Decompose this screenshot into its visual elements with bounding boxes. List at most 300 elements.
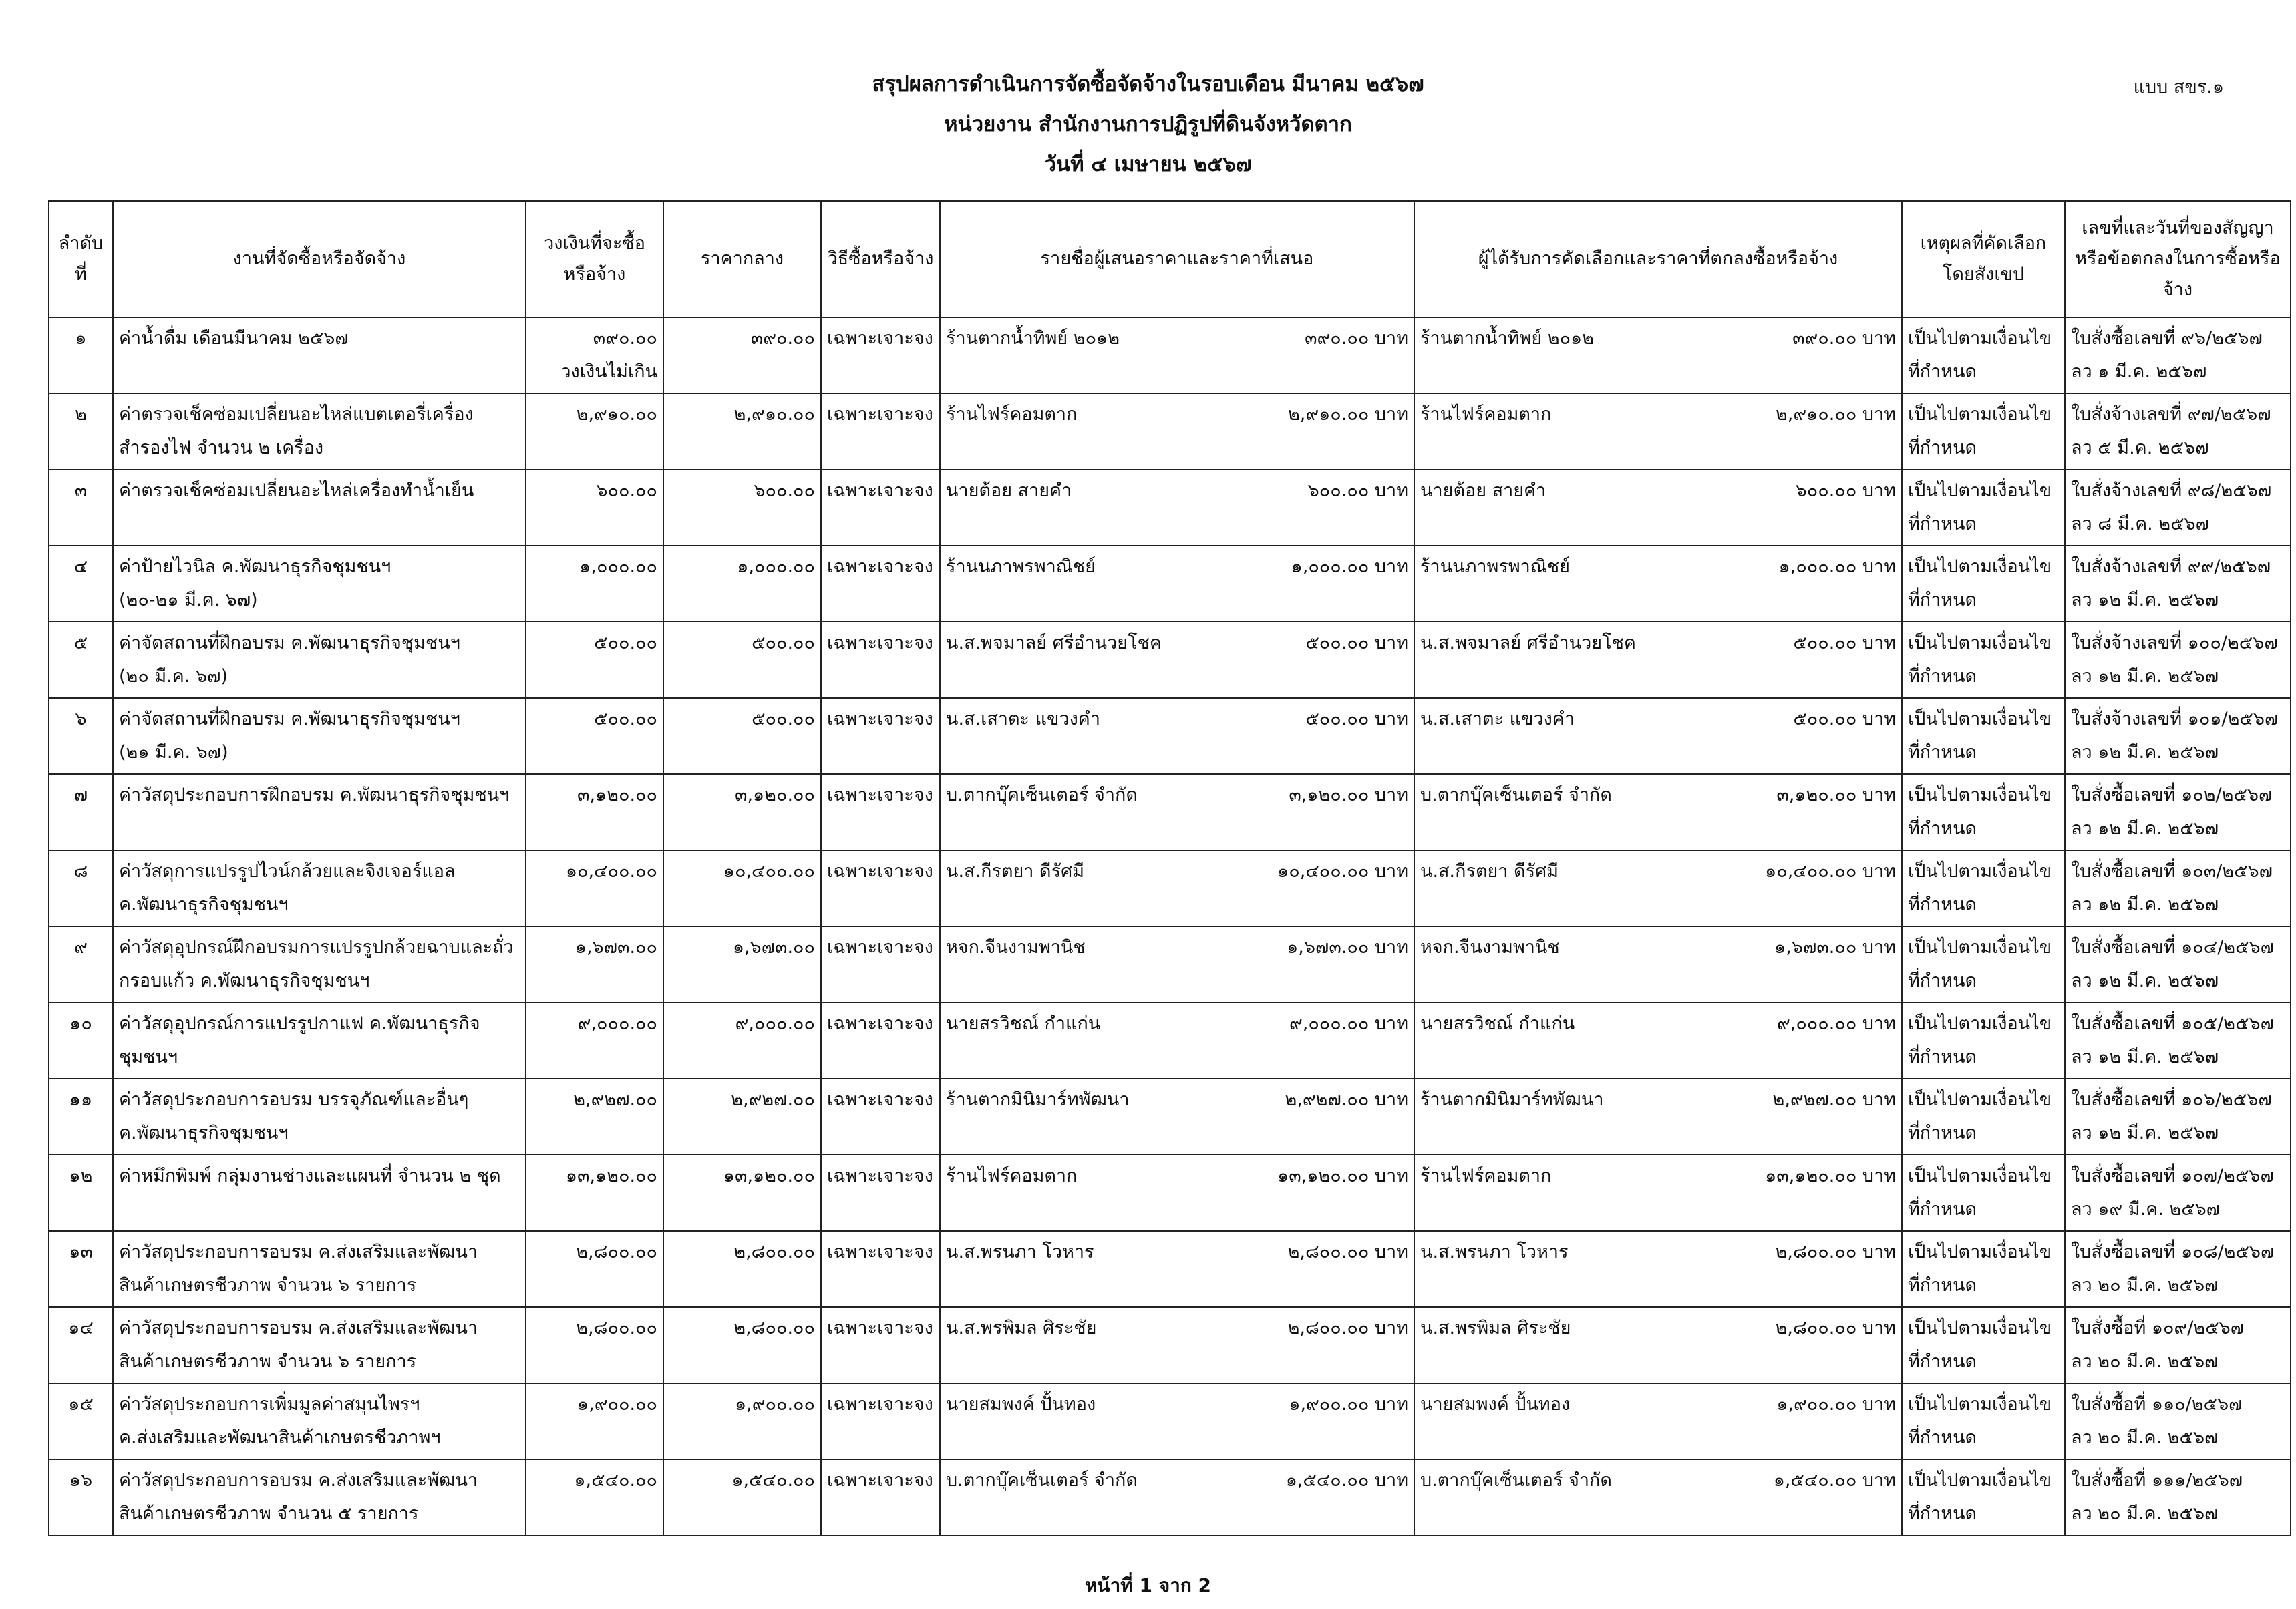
row-number: ๕ [73, 633, 88, 653]
reason-line-1: เป็นไปตามเงื่อนไข [1908, 709, 2052, 729]
cell-bidder [940, 1231, 1414, 1307]
reason-line-1: เป็นไปตามเงื่อนไข [1908, 1394, 2052, 1415]
contract-date: ลว ๘ มี.ค. ๒๕๖๗ [2071, 514, 2209, 534]
reason-line-1: เป็นไปตามเงื่อนไข [1908, 1166, 2052, 1186]
item-line-1: ค่าวัสดุประกอบการเพิ่มมูลค่าสมุนไพรฯ [119, 1394, 420, 1415]
cell-reason [1902, 926, 2065, 1003]
winner-amount: ๓,๑๒๐.๐๐ บาท [1776, 785, 1896, 806]
cell-reason [1902, 1231, 2065, 1307]
bidder-amount: ๑,๖๗๓.๐๐ บาท [1287, 937, 1408, 958]
cell-reason [1902, 1383, 2065, 1459]
bidder-name: น.ส.พรพิมล ศิระชัย [946, 1318, 1097, 1338]
cell-median [663, 317, 821, 393]
cell-no [49, 1155, 113, 1231]
cell-winner [1414, 1383, 1902, 1459]
winner-name: หจก.จีนงามพานิช [1420, 937, 1560, 958]
bidder-amount: ๒,๘๐๐.๐๐ บาท [1287, 1242, 1408, 1262]
cell-budget [526, 850, 663, 926]
table-row [49, 1307, 2291, 1383]
reason-line-2: ที่กำหนด [1908, 437, 1977, 458]
reason-line-1: เป็นไปตามเงื่อนไข [1908, 633, 2052, 653]
cell-winner [1414, 1079, 1902, 1155]
table-header-row [49, 201, 2291, 317]
row-number: ๑๓ [69, 1242, 93, 1262]
contract-date: ลว ๑๒ มี.ค. ๒๕๖๗ [2071, 590, 2219, 610]
method-value: เฉพาะเจาะจง [827, 1318, 933, 1338]
cell-item [113, 1383, 526, 1459]
reason-line-1: เป็นไปตามเงื่อนไข [1908, 1242, 2052, 1262]
table-row [49, 546, 2291, 622]
table-row [49, 698, 2291, 774]
winner-name: นายสมพงค์ ปั้นทอง [1420, 1394, 1571, 1415]
cell-reason [1902, 850, 2065, 926]
cell-no [49, 622, 113, 698]
cell-item [113, 1155, 526, 1231]
cell-median [663, 1079, 821, 1155]
cell-budget [526, 470, 663, 546]
cell-median [663, 393, 821, 470]
cell-bidder [940, 317, 1414, 393]
contract-date: ลว ๑๒ มี.ค. ๒๕๖๗ [2071, 1123, 2219, 1143]
winner-amount: ๑,๐๐๐.๐๐ บาท [1778, 556, 1896, 577]
median-value: ๖๐๐.๐๐ [754, 480, 815, 501]
bidder-name: บ.ตากบุ๊คเซ็นเตอร์ จำกัด [946, 1470, 1138, 1491]
header-reason: เหตุผลที่คัดเลือกโดยสังเขป [1902, 201, 2065, 317]
cell-median [663, 774, 821, 850]
cell-budget [526, 926, 663, 1003]
winner-name: น.ส.พรพิมล ศิระชัย [1420, 1318, 1571, 1338]
row-number: ๑๖ [69, 1470, 93, 1491]
title-line-3: วันที่ ๔ เมษายน ๒๕๖๗ [1044, 152, 1252, 176]
budget-note: วงเงินไม่เกิน [560, 361, 657, 382]
contract-number: ใบสั่งจ้างเลขที่ ๙๙/๒๕๖๗ [2071, 556, 2271, 577]
winner-name: ร้านตากมินิมาร์ทพัฒนา [1420, 1089, 1604, 1110]
reason-line-1: เป็นไปตามเงื่อนไข [1908, 404, 2052, 425]
bidder-name: น.ส.กีรตยา ดีรัศมี [946, 861, 1085, 882]
bidder-amount: ๑,๕๔๐.๐๐ บาท [1285, 1470, 1408, 1491]
budget-value: ๑,๕๔๐.๐๐ [574, 1470, 657, 1491]
winner-name: บ.ตากบุ๊คเซ็นเตอร์ จำกัด [1420, 1470, 1612, 1491]
table-row [49, 850, 2291, 926]
reason-line-2: ที่กำหนด [1908, 970, 1977, 991]
bidder-amount: ๒,๘๐๐.๐๐ บาท [1287, 1318, 1408, 1338]
winner-amount: ๑,๖๗๓.๐๐ บาท [1774, 937, 1896, 958]
contract-number: ใบสั่งซื้อเลขที่ ๑๐๘/๒๕๖๗ [2071, 1242, 2275, 1262]
cell-median [663, 1155, 821, 1231]
item-line-2: ค.ส่งเสริมและพัฒนาสินค้าเกษตรชีวภาพฯ [119, 1427, 441, 1448]
cell-method [821, 698, 940, 774]
contract-date: ลว ๑๒ มี.ค. ๒๕๖๗ [2071, 742, 2219, 763]
method-value: เฉพาะเจาะจง [827, 1470, 933, 1491]
contract-number: ใบสั่งซื้อเลขที่ ๑๐๗/๒๕๖๗ [2071, 1166, 2274, 1186]
cell-contract [2065, 622, 2291, 698]
cell-no [49, 1307, 113, 1383]
reason-line-2: ที่กำหนด [1908, 514, 1977, 534]
item-line-1: ค่าวัสดุประกอบการอบรม บรรจุภัณฑ์และอื่นๆ [119, 1089, 469, 1110]
winner-amount: ๖๐๐.๐๐ บาท [1795, 480, 1896, 501]
cell-item [113, 1079, 526, 1155]
cell-item [113, 393, 526, 470]
cell-reason [1902, 393, 2065, 470]
table-row [49, 1155, 2291, 1231]
cell-contract [2065, 774, 2291, 850]
row-number: ๙ [74, 937, 88, 958]
bidder-amount: ๒,๙๑๐.๐๐ บาท [1288, 404, 1408, 425]
cell-median [663, 546, 821, 622]
reason-line-2: ที่กำหนด [1908, 1123, 1977, 1143]
median-value: ๕๐๐.๐๐ [752, 709, 815, 729]
cell-bidder [940, 698, 1414, 774]
median-value: ๒,๘๐๐.๐๐ [733, 1242, 815, 1262]
bidder-name: ร้านนภาพรพาณิชย์ [946, 556, 1096, 577]
item-line-1: ค่าป้ายไวนิล ค.พัฒนาธุรกิจชุมชนฯ [119, 556, 391, 577]
row-number: ๑๔ [68, 1318, 94, 1338]
cell-no [49, 926, 113, 1003]
cell-bidder [940, 393, 1414, 470]
cell-no [49, 1383, 113, 1459]
contract-date: ลว ๒๐ มี.ค. ๒๕๖๗ [2071, 1275, 2219, 1296]
winner-amount: ๒,๙๒๗.๐๐ บาท [1772, 1089, 1896, 1110]
winner-amount: ๓๙๐.๐๐ บาท [1792, 328, 1896, 349]
cell-contract [2065, 698, 2291, 774]
cell-item [113, 317, 526, 393]
reason-line-1: เป็นไปตามเงื่อนไข [1908, 1013, 2052, 1034]
table-row [49, 926, 2291, 1003]
cell-method [821, 317, 940, 393]
contract-number: ใบสั่งซื้อเลขที่ ๙๖/๒๕๖๗ [2071, 328, 2263, 349]
contract-date: ลว ๑๒ มี.ค. ๒๕๖๗ [2071, 666, 2219, 687]
budget-value: ๒,๙๑๐.๐๐ [576, 404, 657, 425]
table-row [49, 1003, 2291, 1079]
cell-reason [1902, 470, 2065, 546]
method-value: เฉพาะเจาะจง [827, 861, 933, 882]
winner-amount: ๕๐๐.๐๐ บาท [1793, 709, 1896, 729]
cell-contract [2065, 317, 2291, 393]
cell-method [821, 1003, 940, 1079]
title-line-2: หน่วยงาน สำนักงานการปฏิรูปที่ดินจังหวัดตาก [944, 112, 1352, 136]
item-line-1: ค่าหมึกพิมพ์ กลุ่มงานช่างและแผนที่ จำนวน ๒ ชุด [119, 1166, 501, 1186]
winner-name: น.ส.พรนภา โวหาร [1420, 1242, 1569, 1262]
median-value: ๙,๐๐๐.๐๐ [735, 1013, 815, 1034]
winner-amount: ๒,๘๐๐.๐๐ บาท [1775, 1242, 1896, 1262]
bidder-amount: ๑,๙๐๐.๐๐ บาท [1289, 1394, 1408, 1415]
table-row [49, 1459, 2291, 1536]
item-line-2: ค.พัฒนาธุรกิจชุมชนฯ [119, 1123, 289, 1143]
contract-number: ใบสั่งซื้อเลขที่ ๑๐๓/๒๕๖๗ [2071, 861, 2273, 882]
winner-amount: ๙,๐๐๐.๐๐ บาท [1776, 1013, 1896, 1034]
bidder-name: นายสรวิชณ์ กำแก่น [946, 1013, 1101, 1034]
contract-number: ใบสั่งจ้างเลขที่ ๙๗/๒๕๖๗ [2071, 404, 2271, 425]
cell-median [663, 622, 821, 698]
median-value: ๑๐,๔๐๐.๐๐ [723, 861, 815, 882]
row-number: ๒ [75, 404, 87, 425]
contract-date: ลว ๑๒ มี.ค. ๒๕๖๗ [2071, 894, 2219, 915]
cell-reason [1902, 1003, 2065, 1079]
table-row [49, 317, 2291, 393]
table-row [49, 774, 2291, 850]
reason-line-2: ที่กำหนด [1908, 894, 1977, 915]
cell-contract [2065, 470, 2291, 546]
reason-line-2: ที่กำหนด [1908, 1503, 1977, 1524]
reason-line-1: เป็นไปตามเงื่อนไข [1908, 1089, 2052, 1110]
winner-name: บ.ตากบุ๊คเซ็นเตอร์ จำกัด [1420, 785, 1612, 806]
form-code: แบบ สขร.๑ [2133, 77, 2224, 98]
bidder-amount: ๓,๑๒๐.๐๐ บาท [1289, 785, 1408, 806]
cell-median [663, 1231, 821, 1307]
cell-bidder [940, 1079, 1414, 1155]
cell-no [49, 470, 113, 546]
cell-median [663, 698, 821, 774]
reason-line-1: เป็นไปตามเงื่อนไข [1908, 328, 2052, 349]
cell-contract [2065, 1307, 2291, 1383]
cell-winner [1414, 850, 1902, 926]
winner-name: น.ส.เสาตะ แขวงคำ [1420, 709, 1575, 729]
row-number: ๑๐ [69, 1013, 92, 1034]
cell-winner [1414, 622, 1902, 698]
median-value: ๓๙๐.๐๐ [750, 328, 815, 349]
cell-winner [1414, 1459, 1902, 1536]
cell-budget [526, 1079, 663, 1155]
cell-bidder [940, 926, 1414, 1003]
contract-number: ใบสั่งจ้างเลขที่ ๑๐๑/๒๕๖๗ [2071, 709, 2279, 729]
item-line-2: (๒๐-๒๑ มี.ค. ๖๗) [119, 590, 258, 610]
bidder-amount: ๖๐๐.๐๐ บาท [1307, 480, 1408, 501]
bidder-amount: ๕๐๐.๐๐ บาท [1305, 709, 1408, 729]
cell-method [821, 1155, 940, 1231]
bidder-amount: ๙,๐๐๐.๐๐ บาท [1289, 1013, 1408, 1034]
contract-date: ลว ๒๐ มี.ค. ๒๕๖๗ [2071, 1351, 2219, 1372]
cell-contract [2065, 1459, 2291, 1536]
cell-median [663, 470, 821, 546]
winner-amount: ๒,๙๑๐.๐๐ บาท [1776, 404, 1896, 425]
reason-line-2: ที่กำหนด [1908, 1351, 1977, 1372]
cell-winner [1414, 926, 1902, 1003]
item-line-2: ค.พัฒนาธุรกิจชุมชนฯ [119, 894, 289, 915]
method-value: เฉพาะเจาะจง [827, 937, 933, 958]
cell-contract [2065, 1155, 2291, 1231]
cell-budget [526, 317, 663, 393]
contract-number: ใบสั่งซื้อเลขที่ ๑๐๔/๒๕๖๗ [2071, 937, 2274, 958]
cell-method [821, 850, 940, 926]
bidder-name: ร้านตากน้ำทิพย์ ๒๐๑๒ [946, 328, 1120, 349]
budget-value: ๑,๖๗๓.๐๐ [575, 937, 657, 958]
cell-budget [526, 622, 663, 698]
row-number: ๑๕ [68, 1394, 94, 1415]
item-line-1: ค่าตรวจเช็คซ่อมเปลี่ยนอะไหล่แบตเตอรี่เครื่อง [119, 404, 474, 425]
cell-contract [2065, 1383, 2291, 1459]
header-winner: ผู้ได้รับการคัดเลือกและราคาที่ตกลงซื้อหรือจ้าง [1414, 201, 1902, 317]
item-line-1: ค่าตรวจเช็คซ่อมเปลี่ยนอะไหล่เครื่องทำน้ำเย็น [119, 480, 474, 501]
budget-value: ๑๐,๔๐๐.๐๐ [565, 861, 657, 882]
cell-bidder [940, 470, 1414, 546]
winner-amount: ๑๐,๔๐๐.๐๐ บาท [1765, 861, 1896, 882]
item-line-2: กรอบแก้ว ค.พัฒนาธุรกิจชุมชนฯ [119, 970, 370, 991]
winner-amount: ๑,๙๐๐.๐๐ บาท [1776, 1394, 1896, 1415]
cell-reason [1902, 546, 2065, 622]
median-value: ๒,๙๒๗.๐๐ [731, 1089, 815, 1110]
item-line-1: ค่าวัสดุประกอบการฝึกอบรม ค.พัฒนาธุรกิจชุมชนฯ [119, 785, 510, 806]
contract-number: ใบสั่งซื้อเลขที่ ๑๐๒/๒๕๖๗ [2071, 785, 2273, 806]
method-value: เฉพาะเจาะจง [827, 1013, 933, 1034]
table-row [49, 1079, 2291, 1155]
cell-budget [526, 1231, 663, 1307]
cell-budget [526, 698, 663, 774]
winner-name: ร้านไฟร์คอมตาก [1420, 404, 1552, 425]
budget-value: ๓,๑๒๐.๐๐ [577, 785, 657, 806]
cell-winner [1414, 1155, 1902, 1231]
budget-value: ๒,๘๐๐.๐๐ [576, 1242, 657, 1262]
cell-reason [1902, 317, 2065, 393]
contract-date: ลว ๑๙ มี.ค. ๒๕๖๗ [2071, 1199, 2221, 1220]
cell-bidder [940, 1459, 1414, 1536]
cell-method [821, 1079, 940, 1155]
winner-name: ร้านตากน้ำทิพย์ ๒๐๑๒ [1420, 328, 1594, 349]
cell-budget [526, 1459, 663, 1536]
item-line-2: ชุมชนฯ [119, 1047, 178, 1067]
cell-no [49, 1079, 113, 1155]
cell-reason [1902, 622, 2065, 698]
header-budget: วงเงินที่จะซื้อหรือจ้าง [526, 201, 663, 317]
reason-line-2: ที่กำหนด [1908, 1199, 1977, 1220]
method-value: เฉพาะเจาะจง [827, 633, 933, 653]
bidder-amount: ๑,๐๐๐.๐๐ บาท [1291, 556, 1408, 577]
bidder-name: น.ส.เสาตะ แขวงคำ [946, 709, 1101, 729]
method-value: เฉพาะเจาะจง [827, 556, 933, 577]
row-number: ๘ [73, 861, 88, 882]
cell-no [49, 393, 113, 470]
item-line-1: ค่าวัสดุอุปกรณ์ฝึกอบรมการแปรรูปกล้วยฉาบและถั่ว [119, 937, 514, 958]
row-number: ๑๑ [69, 1089, 93, 1110]
cell-reason [1902, 1307, 2065, 1383]
row-number: ๓ [74, 480, 88, 501]
median-value: ๑,๐๐๐.๐๐ [737, 556, 815, 577]
cell-item [113, 1003, 526, 1079]
cell-reason [1902, 774, 2065, 850]
cell-contract [2065, 1003, 2291, 1079]
winner-amount: ๑๓,๑๒๐.๐๐ บาท [1765, 1166, 1896, 1186]
cell-reason [1902, 1155, 2065, 1231]
cell-contract [2065, 546, 2291, 622]
winner-amount: ๒,๘๐๐.๐๐ บาท [1775, 1318, 1896, 1338]
header-method: วิธีซื้อหรือจ้าง [821, 201, 940, 317]
cell-winner [1414, 774, 1902, 850]
reason-line-2: ที่กำหนด [1908, 742, 1977, 763]
procurement-table [48, 200, 2291, 1536]
method-value: เฉพาะเจาะจง [827, 1166, 933, 1186]
item-line-2: สินค้าเกษตรชีวภาพ จำนวน ๖ รายการ [119, 1275, 417, 1296]
item-line-2: สินค้าเกษตรชีวภาพ จำนวน ๕ รายการ [119, 1503, 419, 1524]
item-line-1: ค่าวัสดุประกอบการอบรม ค.ส่งเสริมและพัฒนา [119, 1470, 478, 1491]
cell-winner [1414, 1307, 1902, 1383]
cell-no [49, 1003, 113, 1079]
contract-date: ลว ๑๒ มี.ค. ๒๕๖๗ [2071, 1047, 2219, 1067]
document-header [0, 64, 2296, 184]
cell-median [663, 1307, 821, 1383]
winner-amount: ๕๐๐.๐๐ บาท [1793, 633, 1896, 653]
cell-winner [1414, 698, 1902, 774]
contract-number: ใบสั่งซื้อเลขที่ ๑๐๕/๒๕๖๗ [2071, 1013, 2274, 1034]
contract-date: ลว ๑๒ มี.ค. ๒๕๖๗ [2071, 970, 2219, 991]
bidder-name: บ.ตากบุ๊คเซ็นเตอร์ จำกัด [946, 785, 1138, 806]
reason-line-1: เป็นไปตามเงื่อนไข [1908, 1470, 2052, 1491]
cell-method [821, 1383, 940, 1459]
cell-no [49, 1231, 113, 1307]
page-footer: หน้าที่ 1 จาก 2 [1084, 1574, 1212, 1596]
cell-winner [1414, 470, 1902, 546]
method-value: เฉพาะเจาะจง [827, 480, 933, 501]
cell-item [113, 622, 526, 698]
cell-median [663, 926, 821, 1003]
contract-date: ลว ๑ มี.ค. ๒๕๖๗ [2071, 361, 2207, 382]
header-contract: เลขที่และวันที่ของสัญญาหรือข้อตกลงในการซื้อหรือจ้าง [2065, 201, 2291, 317]
reason-line-1: เป็นไปตามเงื่อนไข [1908, 861, 2052, 882]
bidder-amount: ๒,๙๒๗.๐๐ บาท [1285, 1089, 1408, 1110]
cell-bidder [940, 546, 1414, 622]
winner-name: น.ส.พจมาลย์ ศรีอำนวยโชค [1420, 633, 1636, 653]
reason-line-2: ที่กำหนด [1908, 818, 1977, 839]
cell-median [663, 850, 821, 926]
budget-value: ๓๙๐.๐๐ [593, 328, 657, 349]
row-number: ๔ [73, 556, 88, 577]
cell-bidder [940, 850, 1414, 926]
median-value: ๑,๖๗๓.๐๐ [732, 937, 815, 958]
median-value: ๒,๙๑๐.๐๐ [733, 404, 815, 425]
bidder-name: ร้านไฟร์คอมตาก [946, 1166, 1078, 1186]
table-row [49, 393, 2291, 470]
cell-winner [1414, 546, 1902, 622]
cell-bidder [940, 1003, 1414, 1079]
bidder-name: ร้านตากมินิมาร์ทพัฒนา [946, 1089, 1130, 1110]
method-value: เฉพาะเจาะจง [827, 709, 933, 729]
table-row [49, 1231, 2291, 1307]
cell-reason [1902, 1459, 2065, 1536]
cell-item [113, 926, 526, 1003]
cell-no [49, 698, 113, 774]
contract-number: ใบสั่งซื้อเลขที่ ๑๐๖/๒๕๖๗ [2071, 1089, 2272, 1110]
row-number: ๑ [75, 328, 87, 349]
reason-line-2: ที่กำหนด [1908, 1047, 1977, 1067]
reason-line-2: ที่กำหนด [1908, 361, 1977, 382]
table-row [49, 470, 2291, 546]
cell-method [821, 546, 940, 622]
bidder-amount: ๕๐๐.๐๐ บาท [1305, 633, 1408, 653]
cell-contract [2065, 1079, 2291, 1155]
item-line-2: สำรองไฟ จำนวน ๒ เครื่อง [119, 437, 324, 458]
header-bidders: รายชื่อผู้เสนอราคาและราคาที่เสนอ [940, 201, 1414, 317]
item-line-2: (๒๐ มี.ค. ๖๗) [119, 666, 228, 687]
winner-name: นายสรวิชณ์ กำแก่น [1420, 1013, 1575, 1034]
budget-value: ๕๐๐.๐๐ [594, 709, 657, 729]
item-line-2: (๒๑ มี.ค. ๖๗) [119, 742, 228, 763]
cell-contract [2065, 926, 2291, 1003]
cell-item [113, 1459, 526, 1536]
contract-number: ใบสั่งจ้างเลขที่ ๙๘/๒๕๖๗ [2071, 480, 2272, 501]
reason-line-1: เป็นไปตามเงื่อนไข [1908, 1318, 2052, 1338]
cell-contract [2065, 1231, 2291, 1307]
contract-number: ใบสั่งซื้อที่ ๑๐๙/๒๕๖๗ [2071, 1318, 2245, 1338]
cell-winner [1414, 1231, 1902, 1307]
cell-median [663, 1003, 821, 1079]
cell-contract [2065, 393, 2291, 470]
method-value: เฉพาะเจาะจง [827, 1242, 933, 1262]
cell-method [821, 1231, 940, 1307]
contract-date: ลว ๕ มี.ค. ๒๕๖๗ [2071, 437, 2209, 458]
header-median: ราคากลาง [663, 201, 821, 317]
cell-budget [526, 1003, 663, 1079]
cell-method [821, 926, 940, 1003]
cell-budget [526, 774, 663, 850]
cell-winner [1414, 317, 1902, 393]
